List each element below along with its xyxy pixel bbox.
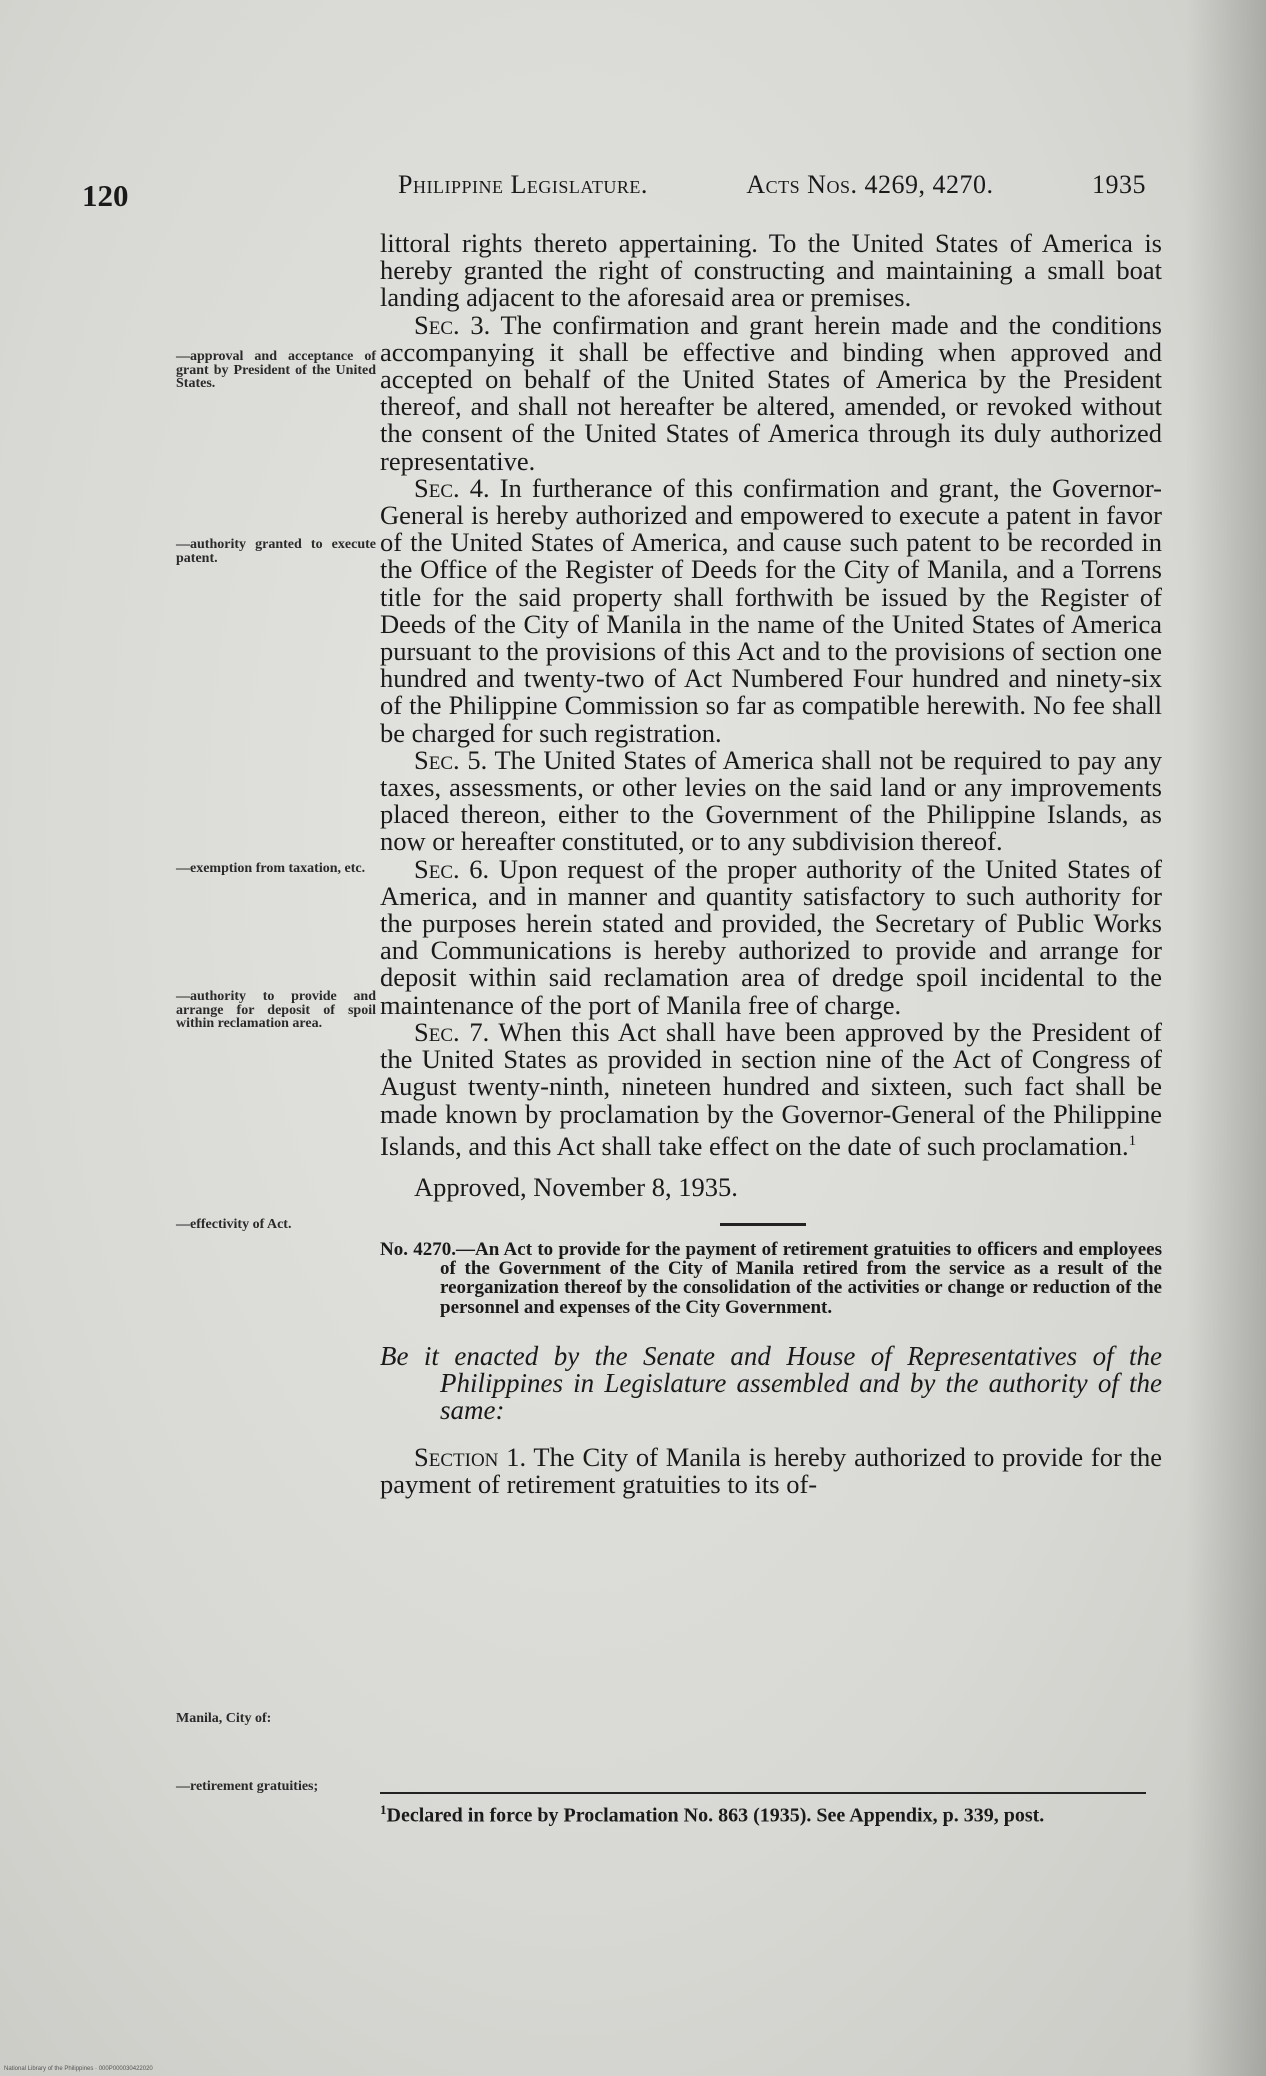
acts-numbers: Acts Nos. 4269, 4270.: [746, 170, 994, 199]
margin-note-exemption: —exemption from taxation, etc.: [176, 861, 366, 876]
page-number: 120: [82, 178, 129, 213]
section-7: [380, 1016, 1162, 1161]
section-1-label: Section 1.: [414, 1441, 527, 1472]
section-4-label: Sec. 4.: [414, 472, 490, 503]
margin-note-approval: —approval and acceptance of grant by President of the United States.: [176, 349, 376, 391]
section-4-text: In furtherance of this confirmation and grant, the Governor-General is hereby authorized and empowered to execute a patent in favor of the United States of America, and cause such patent to be recorded in the Office of the Register of Deeds for the City of Manila, and a Torrens title for the said property shall forthwith be issued by the Register of Deeds of the City of Manila in the name of the United States of America pursuant to the provisions of this Act and to the provisions of section one hundred and twenty-two of Act Numbered Four hundred and ninety-six of the Philippine Commission so far as compatible herewith. No fee shall be charged for such registration.: [380, 472, 1162, 748]
footnote-reference[interactable]: 1: [1128, 1132, 1137, 1149]
footnote: [380, 1800, 1146, 1826]
margin-note-spoil: —authority to provide and arrange for deposit of spoil within reclamation area.: [176, 989, 376, 1031]
footnote-rule: [380, 1792, 1146, 1794]
section-6: [380, 853, 1162, 1020]
footnote-text: Declared in force by Proclamation No. 863 (1935). See Appendix, p. 339, post.: [386, 1804, 1045, 1827]
scan-source-label: National Library of the Philippines · 000P000030422020: [4, 2066, 153, 2072]
section-3-text: The confirmation and grant herein made and the conditions accompanying it shall be effective and binding when approved and accepted on behalf of the United States of America by the President thereof, and shall not hereafter be altered, amended, or revoked without the consent of the United States of America through its duly authorized representative.: [380, 309, 1162, 476]
running-header: [398, 170, 1146, 200]
section-3: [380, 309, 1162, 476]
body-text: [380, 230, 1162, 1498]
header-year: 1935: [1092, 170, 1146, 199]
section-5-text: The United States of America shall not be required to pay any taxes, assessments, or other levies on the said land or any improvements placed thereon, either to the Government of the Philippine Islands, as now or hereafter constituted, or to any subdivision thereof.: [380, 744, 1162, 857]
separator-rule: [720, 1223, 806, 1226]
approved-date: Approved, November 8, 1935.: [414, 1171, 738, 1202]
section-5-label: Sec. 5.: [414, 744, 488, 775]
enacting-clause: Be it enacted by the Senate and House of Representatives of the Philippines in Legislature assembled and by the authority of the same:: [380, 1340, 1162, 1425]
page-edge-shadow: [1186, 0, 1266, 2076]
section-7-label: Sec. 7.: [414, 1016, 490, 1047]
section-1: [380, 1441, 1162, 1499]
footnote-mark: 1: [380, 1802, 387, 1817]
continuation-paragraph: littoral rights thereto appertaining. To the United States of America is hereby granted the right of constructing and maintaining a small boat landing adjacent to the aforesaid area or premises.: [380, 228, 1162, 313]
section-5: [380, 744, 1162, 857]
section-4: [380, 472, 1162, 748]
margin-note-patent: —authority granted to execute patent.: [176, 537, 376, 566]
act-4270-title: No. 4270.—An Act to provide for the payment of retirement gratuities to officers and employees of the Government of the City of Manila retired from the service as a result of the reorganization thereof by the consolidation of the activities or change or reduction of the personnel and expenses of the City Government.: [380, 1238, 1162, 1318]
section-3-label: Sec. 3.: [414, 309, 491, 340]
section-1-text: The City of Manila is hereby authorized to provide for the payment of retirement gratuities to its of-: [380, 1441, 1162, 1499]
margin-note-manila: Manila, City of:: [176, 1711, 272, 1726]
margin-note-effectivity: —effectivity of Act.: [176, 1217, 292, 1232]
section-6-label: Sec. 6.: [414, 853, 490, 884]
running-title: Philippine Legislature.: [398, 170, 648, 199]
section-6-text: Upon request of the proper authority of the United States of America, and in manner and quantity satisfactory to such authority for the purposes herein stated and provided, the Secretary of Public Works and Communications is hereby authorized to provide and arrange for deposit within said reclamation area of dredge spoil incidental to the maintenance of the port of Manila free of charge.: [380, 853, 1162, 1020]
section-7-text: When this Act shall have been approved by the President of the United States as provided in section nine of the Act of Congress of August twenty-ninth, nineteen hundred and sixteen, such fact shall be made known by proclamation by the Governor-General of the Philippine Islands, and this Act shall take effect on the date of such proclamation.: [380, 1016, 1162, 1161]
margin-note-retirement: —retirement gratuities;: [176, 1779, 319, 1794]
